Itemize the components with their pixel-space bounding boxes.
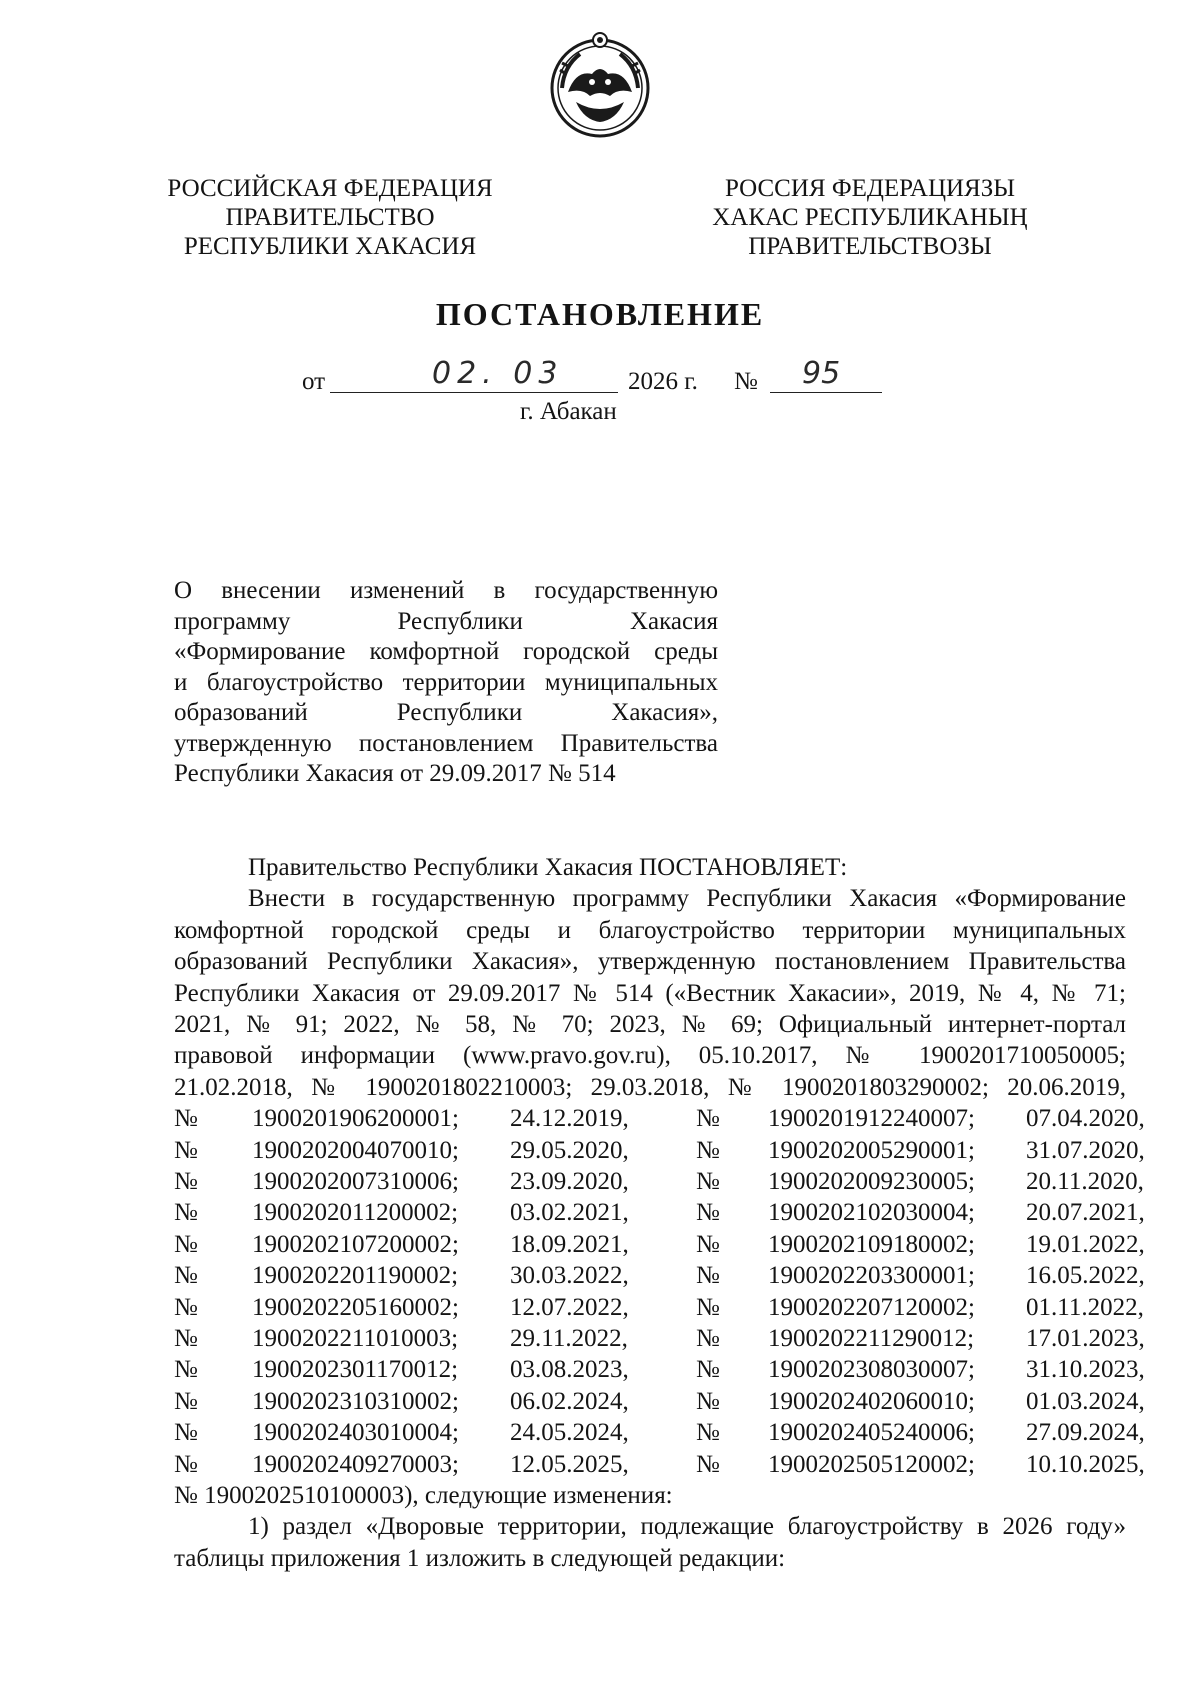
registry-cell: 1900202505120002; — [768, 1450, 975, 1478]
registry-cell: 24.05.2024, — [510, 1419, 629, 1447]
subject-line: Республики Хакасия от 29.09.2017 № 514 — [174, 760, 616, 787]
number-sign: № — [734, 368, 758, 395]
document-title: ПОСТАНОВЛЕНИЕ — [435, 296, 765, 332]
registry-cell: 29.05.2020, — [510, 1136, 629, 1164]
registry-cell: № — [174, 1419, 198, 1447]
header-left-line: РОССИЙСКАЯ ФЕДЕРАЦИЯ — [167, 175, 493, 202]
body-line: Внести в государственную программу Республики Хакасия «Формирование — [248, 885, 1126, 913]
registry-cell: № — [696, 1168, 720, 1196]
registry-cell: 01.03.2024, — [1026, 1387, 1145, 1415]
registry-cell: № — [696, 1136, 720, 1164]
body-text — [174, 852, 1145, 1574]
registry-cell: 03.02.2021, — [510, 1199, 629, 1227]
header-right-line: РОССИЯ ФЕДЕРАЦИЯЗЫ — [724, 175, 1016, 202]
body-line: 2021, № 91; 2022, № 58, № 70; 2023, № 69; Официальный интернет-портал — [174, 1011, 1126, 1039]
registry-cell: № — [174, 1105, 198, 1133]
coat-of-arms-emblem — [546, 30, 654, 142]
registry-cell: 1900202203300001; — [768, 1262, 975, 1290]
registry-cell: № — [174, 1168, 198, 1196]
registry-cell: № — [696, 1262, 720, 1290]
subject-line: «Формирование комфортной городской среды — [174, 638, 718, 665]
registry-list — [174, 1103, 1145, 1480]
registry-cell: № — [696, 1450, 720, 1478]
registry-row — [174, 1323, 1145, 1354]
registry-cell: 1900202005290001; — [768, 1136, 975, 1164]
registry-cell: № — [174, 1324, 198, 1352]
registry-cell: 19.01.2022, — [1026, 1230, 1145, 1258]
registry-cell: № — [174, 1199, 198, 1227]
registry-cell: 20.11.2020, — [1026, 1168, 1144, 1196]
body-line: образований Республики Хакасия», утвержденную постановлением Правительства — [174, 948, 1126, 976]
registry-cell: № — [174, 1387, 198, 1415]
registry-row — [174, 1260, 1145, 1291]
registry-cell: 1900202102030004; — [768, 1199, 975, 1227]
registry-cell: 1900201912240007; — [768, 1105, 975, 1133]
subject-line: программу Республики Хакасия — [174, 607, 718, 635]
registry-cell: 12.07.2022, — [510, 1293, 629, 1321]
registry-cell: № — [174, 1262, 198, 1290]
registry-cell: 07.04.2020, — [1026, 1105, 1145, 1133]
registry-cell: № — [696, 1324, 720, 1352]
registry-cell: 1900202310310002; — [252, 1387, 459, 1415]
registry-cell: 12.05.2025, — [510, 1450, 629, 1478]
handwritten-date: 02. 03 — [432, 356, 564, 391]
registry-cell: 16.05.2022, — [1026, 1262, 1145, 1290]
registry-cell: 23.09.2020, — [510, 1168, 629, 1196]
registry-cell: № — [174, 1450, 198, 1478]
header-left-line: ПРАВИТЕЛЬСТВО — [225, 204, 435, 231]
header-right-line: ПРАВИТЕЛЬСТВОЗЫ — [748, 233, 992, 260]
registry-row — [174, 1292, 1144, 1323]
body-line: комфортной городской среды и благоустройство территории муниципальных — [174, 916, 1126, 944]
body-line: 21.02.2018, № 1900201802210003; 29.03.2018, № 1900201803290002; 20.06.2019, — [174, 1073, 1126, 1101]
registry-cell: 27.09.2024, — [1026, 1419, 1145, 1447]
registry-cell: № — [174, 1293, 198, 1321]
registry-cell: 18.09.2021, — [510, 1230, 629, 1258]
registry-cell: 01.11.2022, — [1026, 1293, 1144, 1321]
subject-line: утвержденную постановлением Правительства — [174, 729, 718, 757]
registry-cell: № — [696, 1230, 720, 1258]
body-closing-line: № 1900202510100003), следующие изменения: — [174, 1481, 673, 1509]
registry-cell: 24.12.2019, — [510, 1105, 629, 1133]
date-number-line — [0, 356, 1200, 396]
registry-cell: № — [696, 1387, 720, 1415]
date-prefix: от — [302, 368, 326, 395]
registry-row — [174, 1166, 1144, 1197]
registry-cell: 31.07.2020, — [1026, 1136, 1145, 1164]
registry-cell: № — [174, 1136, 198, 1164]
registry-cell: № — [174, 1230, 198, 1258]
registry-cell: № — [696, 1419, 720, 1447]
registry-row — [174, 1449, 1145, 1480]
city-name: г. Абакан — [520, 398, 617, 425]
registry-cell: 17.01.2023, — [1026, 1324, 1145, 1352]
registry-cell: 1900202403010004; — [252, 1419, 459, 1447]
registry-row — [174, 1417, 1145, 1448]
header-right-line: ХАКАС РЕСПУБЛИКАНЫҢ — [712, 204, 1028, 231]
registry-cell: 1900202009230005; — [768, 1168, 975, 1196]
date-year: 2026 г. — [628, 368, 698, 395]
registry-cell: 1900201906200001; — [252, 1105, 459, 1133]
header-left-line: РЕСПУБЛИКИ ХАКАСИЯ — [183, 233, 477, 260]
registry-row — [174, 1103, 1145, 1134]
date-underline — [330, 392, 618, 393]
registry-cell: 1900202109180002; — [768, 1230, 975, 1258]
registry-cell: № — [696, 1199, 720, 1227]
header-right-block — [690, 174, 1050, 261]
registry-cell: 1900202011200002; — [252, 1199, 459, 1227]
registry-row — [174, 1197, 1145, 1228]
subject-line: О внесении изменений в государственную — [174, 577, 718, 604]
body-line: Республики Хакасия от 29.09.2017 № 514 («Вестник Хакасии», 2019, № 4, № 71; — [174, 979, 1126, 1007]
registry-row — [174, 1229, 1145, 1260]
registry-cell: 1900202211010003; — [252, 1324, 459, 1352]
registry-cell: 1900202207120002; — [768, 1293, 975, 1321]
subject-line: образований Республики Хакасия», — [174, 699, 718, 726]
registry-cell: 30.03.2022, — [510, 1262, 629, 1290]
body-intro: Правительство Республики Хакасия ПОСТАНОВЛЯЕТ: — [248, 854, 848, 881]
registry-cell: № — [696, 1105, 720, 1133]
body-item-line: таблицы приложения 1 изложить в следующей редакции: — [174, 1544, 786, 1572]
registry-cell: 1900202004070010; — [252, 1136, 459, 1164]
registry-cell: 20.07.2021, — [1026, 1199, 1145, 1227]
body-item-line: 1) раздел «Дворовые территории, подлежащие благоустройству в 2026 году» — [248, 1513, 1126, 1541]
registry-cell: 1900202205160002; — [252, 1293, 459, 1321]
registry-cell: 31.10.2023, — [1026, 1356, 1145, 1384]
registry-cell: 1900202007310006; — [252, 1168, 459, 1196]
number-underline — [770, 392, 882, 393]
registry-cell: № — [696, 1356, 720, 1384]
subject-block — [174, 576, 718, 790]
registry-row — [174, 1386, 1145, 1417]
registry-row — [174, 1354, 1145, 1385]
body-line: правовой информации (www.pravo.gov.ru), 05.10.2017, № 1900201710050005; — [174, 1042, 1126, 1070]
registry-cell: № — [696, 1293, 720, 1321]
registry-cell: № — [174, 1356, 198, 1384]
registry-cell: 10.10.2025, — [1026, 1450, 1145, 1478]
registry-cell: 1900202308030007; — [768, 1356, 975, 1384]
registry-cell: 1900202211290012; — [768, 1324, 975, 1352]
header-left-block — [150, 174, 510, 261]
registry-cell: 1900202107200002; — [252, 1230, 459, 1258]
registry-cell: 1900202402060010; — [768, 1387, 975, 1415]
registry-cell: 1900202405240006; — [768, 1419, 975, 1447]
registry-cell: 1900202301170012; — [252, 1356, 459, 1384]
registry-cell: 03.08.2023, — [510, 1356, 629, 1384]
registry-cell: 1900202409270003; — [252, 1450, 459, 1478]
registry-cell: 1900202201190002; — [252, 1262, 459, 1290]
registry-row — [174, 1135, 1145, 1166]
handwritten-number: 95 — [802, 356, 841, 391]
registry-cell: 06.02.2024, — [510, 1387, 629, 1415]
subject-line: и благоустройство территории муниципальных — [174, 668, 718, 696]
registry-cell: 29.11.2022, — [510, 1324, 628, 1352]
